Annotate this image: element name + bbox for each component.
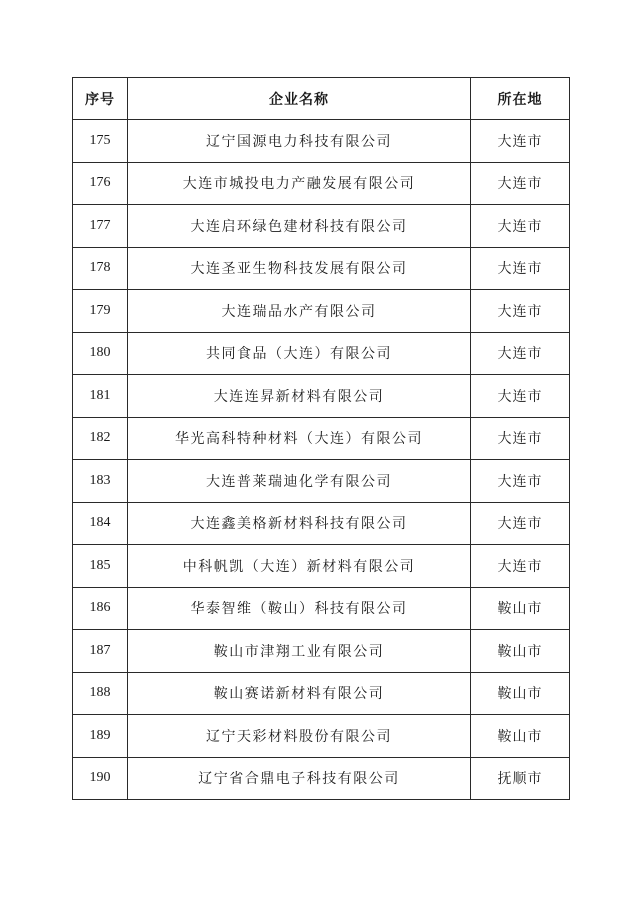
- row-location: 大连市: [471, 460, 570, 503]
- row-enterprise-name: 大连市城投电力产融发展有限公司: [128, 162, 471, 205]
- table-row: [73, 375, 570, 418]
- row-serial-number: 179: [73, 290, 128, 333]
- row-location: 大连市: [471, 247, 570, 290]
- row-enterprise-name: 大连连昇新材料有限公司: [128, 375, 471, 418]
- table-row: [73, 757, 570, 800]
- row-location: 大连市: [471, 162, 570, 205]
- table-row: [73, 120, 570, 163]
- table-row: [73, 460, 570, 503]
- row-serial-number: 175: [73, 120, 128, 163]
- table-row: [73, 715, 570, 758]
- row-serial-number: 187: [73, 630, 128, 673]
- row-enterprise-name: 共同食品（大连）有限公司: [128, 332, 471, 375]
- row-location: 大连市: [471, 290, 570, 333]
- table-row: [73, 205, 570, 248]
- table-row: [73, 630, 570, 673]
- row-enterprise-name: 辽宁国源电力科技有限公司: [128, 120, 471, 163]
- table-row: [73, 417, 570, 460]
- row-location: 鞍山市: [471, 587, 570, 630]
- row-enterprise-name: 大连普莱瑞迪化学有限公司: [128, 460, 471, 503]
- table-header-row: [73, 78, 570, 120]
- row-serial-number: 176: [73, 162, 128, 205]
- row-location: 抚顺市: [471, 757, 570, 800]
- row-enterprise-name: 大连圣亚生物科技发展有限公司: [128, 247, 471, 290]
- row-location: 大连市: [471, 417, 570, 460]
- row-enterprise-name: 鞍山赛诺新材料有限公司: [128, 672, 471, 715]
- table-row: [73, 162, 570, 205]
- row-enterprise-name: 辽宁天彩材料股份有限公司: [128, 715, 471, 758]
- row-location: 大连市: [471, 205, 570, 248]
- row-serial-number: 177: [73, 205, 128, 248]
- row-serial-number: 184: [73, 502, 128, 545]
- row-location: 大连市: [471, 332, 570, 375]
- row-location: 鞍山市: [471, 715, 570, 758]
- row-enterprise-name: 鞍山市津翔工业有限公司: [128, 630, 471, 673]
- row-serial-number: 178: [73, 247, 128, 290]
- row-serial-number: 181: [73, 375, 128, 418]
- row-serial-number: 185: [73, 545, 128, 588]
- row-serial-number: 190: [73, 757, 128, 800]
- row-location: 鞍山市: [471, 672, 570, 715]
- row-location: 大连市: [471, 375, 570, 418]
- row-serial-number: 182: [73, 417, 128, 460]
- table-row: [73, 502, 570, 545]
- row-location: 大连市: [471, 502, 570, 545]
- header-enterprise-name: 企业名称: [128, 78, 471, 120]
- row-serial-number: 188: [73, 672, 128, 715]
- row-enterprise-name: 华泰智维（鞍山）科技有限公司: [128, 587, 471, 630]
- enterprise-table: [72, 77, 570, 800]
- row-enterprise-name: 辽宁省合鼎电子科技有限公司: [128, 757, 471, 800]
- table-row: [73, 587, 570, 630]
- row-serial-number: 180: [73, 332, 128, 375]
- table-row: [73, 332, 570, 375]
- table-row: [73, 545, 570, 588]
- row-serial-number: 189: [73, 715, 128, 758]
- row-serial-number: 186: [73, 587, 128, 630]
- table-row: [73, 247, 570, 290]
- table-row: [73, 290, 570, 333]
- row-location: 鞍山市: [471, 630, 570, 673]
- table-row: [73, 672, 570, 715]
- row-enterprise-name: 中科帆凯（大连）新材料有限公司: [128, 545, 471, 588]
- header-serial-number: 序号: [73, 78, 128, 120]
- row-enterprise-name: 华光高科特种材料（大连）有限公司: [128, 417, 471, 460]
- row-enterprise-name: 大连鑫美格新材料科技有限公司: [128, 502, 471, 545]
- row-serial-number: 183: [73, 460, 128, 503]
- row-enterprise-name: 大连启环绿色建材科技有限公司: [128, 205, 471, 248]
- row-location: 大连市: [471, 120, 570, 163]
- row-location: 大连市: [471, 545, 570, 588]
- row-enterprise-name: 大连瑞品水产有限公司: [128, 290, 471, 333]
- header-location: 所在地: [471, 78, 570, 120]
